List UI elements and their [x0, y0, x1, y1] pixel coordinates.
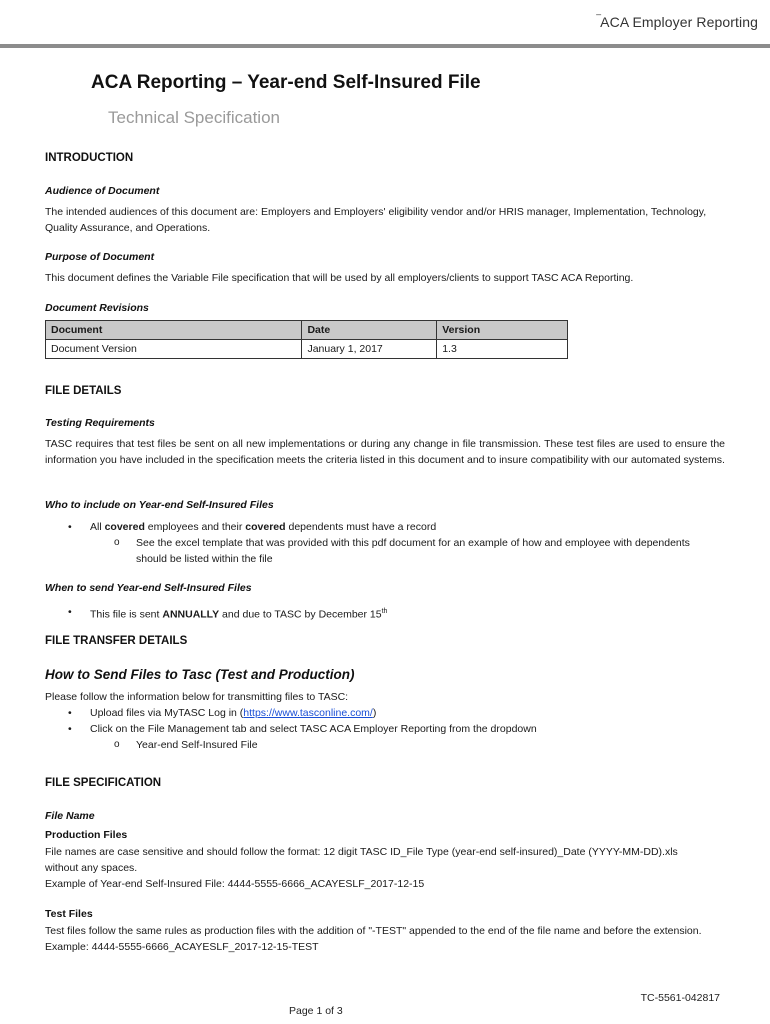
who-heading: Who to include on Year-end Self-Insured Files [45, 499, 274, 511]
file-transfer-heading: FILE TRANSFER DETAILS [45, 635, 188, 647]
document-code: TC-5561-042817 [640, 992, 720, 1004]
revisions-heading: Document Revisions [45, 302, 149, 314]
list-item-text: All covered employees and their covered dependents must have a record [90, 521, 437, 533]
introduction-heading: INTRODUCTION [45, 152, 134, 164]
document-title: ACA Reporting – Year-end Self-Insured File [91, 72, 481, 93]
table-header-row [46, 321, 568, 340]
page-number: Page 1 of 3 [289, 1005, 343, 1017]
document-subtitle: Technical Specification [108, 108, 280, 127]
table-cell: Document Version [46, 340, 302, 359]
bullet-icon: • [68, 606, 72, 618]
production-files-example: Example of Year-end Self-Insured File: 4444-5555-6666_ACAYESLF_2017-12-15 [45, 878, 425, 890]
tasconline-link[interactable]: https://www.tasconline.com/ [243, 707, 373, 719]
table-header-cell: Document [46, 321, 302, 340]
table-header-cell: Date [302, 321, 437, 340]
file-details-heading: FILE DETAILS [45, 385, 122, 397]
list-item-text: Year-end Self-Insured File [136, 739, 258, 751]
sub-bullet-icon: o [114, 537, 120, 548]
audience-text: The intended audiences of this document are: Employers and Employers' eligibility vendor and/or HRIS manager, Implementation, Technology, Quality Assurance, and Operations. [45, 206, 707, 234]
list-item-text: This file is sent ANNUALLY and due to TASC by December 15th [90, 608, 388, 621]
table-cell: January 1, 2017 [302, 340, 437, 359]
test-files-heading: Test Files [45, 908, 93, 920]
audience-heading: Audience of Document [45, 185, 160, 197]
how-to-send-heading: How to Send Files to Tasc (Test and Production) [45, 667, 355, 682]
revisions-table [45, 320, 568, 359]
list-item-text: Upload files via MyTASC Log in (https://www.tasconline.com/) [90, 707, 377, 719]
brand-mark: – [596, 9, 602, 19]
purpose-text: This document defines the Variable File specification that will be used by all employers/clients to support TASC ACA Reporting. [45, 272, 634, 284]
table-header-cell: Version [437, 321, 568, 340]
list-item-text: Click on the File Management tab and select TASC ACA Employer Reporting from the dropdown [90, 723, 537, 735]
purpose-heading: Purpose of Document [45, 251, 155, 263]
header-divider [0, 44, 770, 48]
file-name-heading: File Name [45, 810, 95, 822]
testing-heading: Testing Requirements [45, 417, 155, 429]
transfer-intro: Please follow the information below for transmitting files to TASC: [45, 691, 349, 703]
production-files-heading: Production Files [45, 829, 128, 841]
bullet-icon: • [68, 723, 72, 735]
brand-name: ACA Employer Reporting [600, 14, 758, 30]
table-row [46, 340, 568, 359]
bullet-icon: • [68, 707, 72, 719]
brand-logo [596, 9, 758, 30]
production-files-text: File names are case sensitive and should follow the format: 12 digit TASC ID_File Type (year-end self-insured)_Date (YYYY-MM-DD).xls without any spaces. [45, 846, 678, 874]
testing-text: TASC requires that test files be sent on all new implementations or during any change in file transmission. These test files are used to ensure the information you have included in the specification meets the criteria listed in this document and to insure compatibility with our automated systems. [45, 438, 725, 466]
list-item-text: See the excel template that was provided with this pdf document for an example of how and employee with dependents should be listed within the file [136, 537, 690, 565]
sub-bullet-icon: o [114, 739, 120, 750]
bullet-icon: • [68, 521, 72, 533]
when-heading: When to send Year-end Self-Insured Files [45, 582, 252, 594]
test-files-text: Test files follow the same rules as production files with the addition of "-TEST" appended to the end of the file name and before the extension. Example: 4444-5555-6666_ACAYESLF_2017-12-15-TEST [45, 925, 702, 953]
file-spec-heading: FILE SPECIFICATION [45, 777, 162, 789]
table-cell: 1.3 [437, 340, 568, 359]
